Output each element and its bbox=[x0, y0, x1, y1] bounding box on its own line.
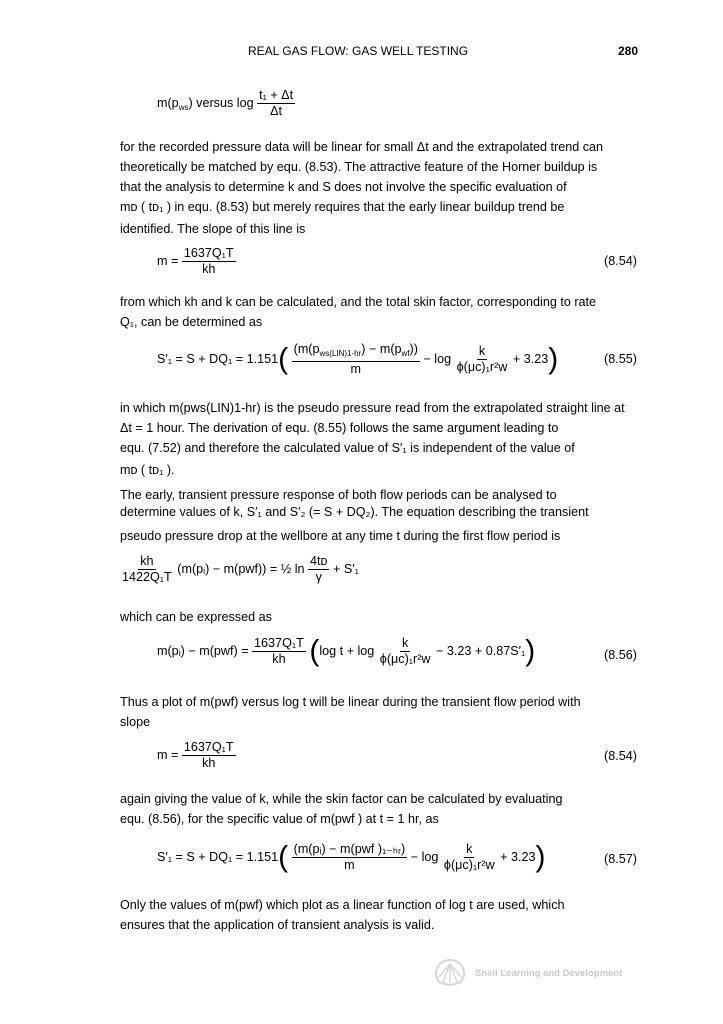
equation-8-56: m(pᵢ) − m(pᴡf) = $\frac{\text{1637Q₁T}}{kh}$ (log t + log $\frac{k}{\text{ϕ(μc)₁r²w}}$ − 3.23 + 0.87S′₁) bbox=[157, 634, 536, 668]
paragraph-1: for the recorded pressure data will be linear for small Δt and the extrapolated trend can theoretically be matched by equ. (8.53). The attractive feature of the Horner buildup is that the analysis to determine k and S does not involve the specific evaluation of mᴅ ( tᴅ₁ ) in equ. (8.53) but merely requires that the early linear buildup trend be identified. The slope of this line is bbox=[120, 140, 604, 236]
running-header: REAL GAS FLOW: GAS WELL TESTING bbox=[248, 44, 469, 58]
footer-brand: Shell Learning and Development bbox=[475, 968, 623, 979]
equation-8-55: S′₁ = S + DQ₁ = 1.151( $\frac{(m(p_{ws(LIN)1-hr}) - m(p_{wf}))}{m}$ − log $\frac{k}{\text{ϕ(μc)₁r²w}}$ + 3.23) bbox=[157, 342, 559, 376]
equation-horner-plot: $m(p_{ws})$ versus log $\frac{\text{t₁ + Δt}}{\Delta t}$ bbox=[157, 88, 294, 118]
paragraph-5: which can be expressed as bbox=[120, 610, 272, 624]
equation-transient-drawdown: $\frac{kh}{\text{1422Q₁T}}$ (m(pᵢ) − m(pᴡf)) = ½ ln $\frac{\text{4tᴅ}}{\gamma}$ + S′₁ bbox=[122, 554, 359, 584]
equation-8-54-a: m = $\frac{\text{1637Q₁T}}{kh}$ bbox=[157, 246, 234, 276]
equation-number: (8.54) bbox=[604, 254, 637, 268]
paragraph-2: from which kh and k can be calculated, and the total skin factor, corresponding to rate Q₁, can be determined as bbox=[120, 295, 597, 329]
page-number: 280 bbox=[618, 44, 639, 58]
paragraph-8: Only the values of m(pᴡf) which plot as a linear function of log t are used, which ensures that the application of transient analysis is valid. bbox=[120, 898, 565, 932]
paragraph-3: in which m(pᴡs(LIN)1-hr) is the pseudo pressure read from the extrapolated straight line at Δt = 1 hour. The derivation of equ. (8.55) follows the same argument leading to equ. (7.52) and therefore the calculated value of S′₁ is independent of the value of mᴅ ( tᴅ₁ ). bbox=[120, 401, 625, 477]
equation-number: (8.56) bbox=[604, 648, 637, 662]
equation-number: (8.57) bbox=[604, 852, 637, 866]
paragraph-4: The early, transient pressure response of both flow periods can be analysed to determine values of k, S′₁ and S′₂ (= S + DQ₂). The equation describing the transient pseudo pressure drop at the wellbore at any time t during the first flow period is bbox=[120, 488, 589, 543]
equation-8-57: S′₁ = S + DQ₁ = 1.151( $\frac{\text{(m(pᵢ) − m(pᴡf )₁₋ₕᵣ)}}{m}$ − log $\frac{k}{\text{ϕ(μc)₁r²w}}$ + 3.23) bbox=[157, 840, 546, 874]
shell-logo-icon bbox=[433, 958, 467, 988]
equation-8-54-b: m = $\frac{\text{1637Q₁T}}{kh}$ bbox=[157, 740, 234, 770]
paragraph-7: again giving the value of k, while the skin factor can be calculated by evaluating equ. (8.56), for the specific value of m(pᴡf ) at t = 1 hr, as bbox=[120, 792, 563, 826]
paragraph-6: Thus a plot of m(pᴡf) versus log t will be linear during the transient flow period with slope bbox=[120, 695, 581, 729]
equation-number: (8.54) bbox=[604, 749, 637, 763]
equation-number: (8.55) bbox=[604, 352, 637, 366]
